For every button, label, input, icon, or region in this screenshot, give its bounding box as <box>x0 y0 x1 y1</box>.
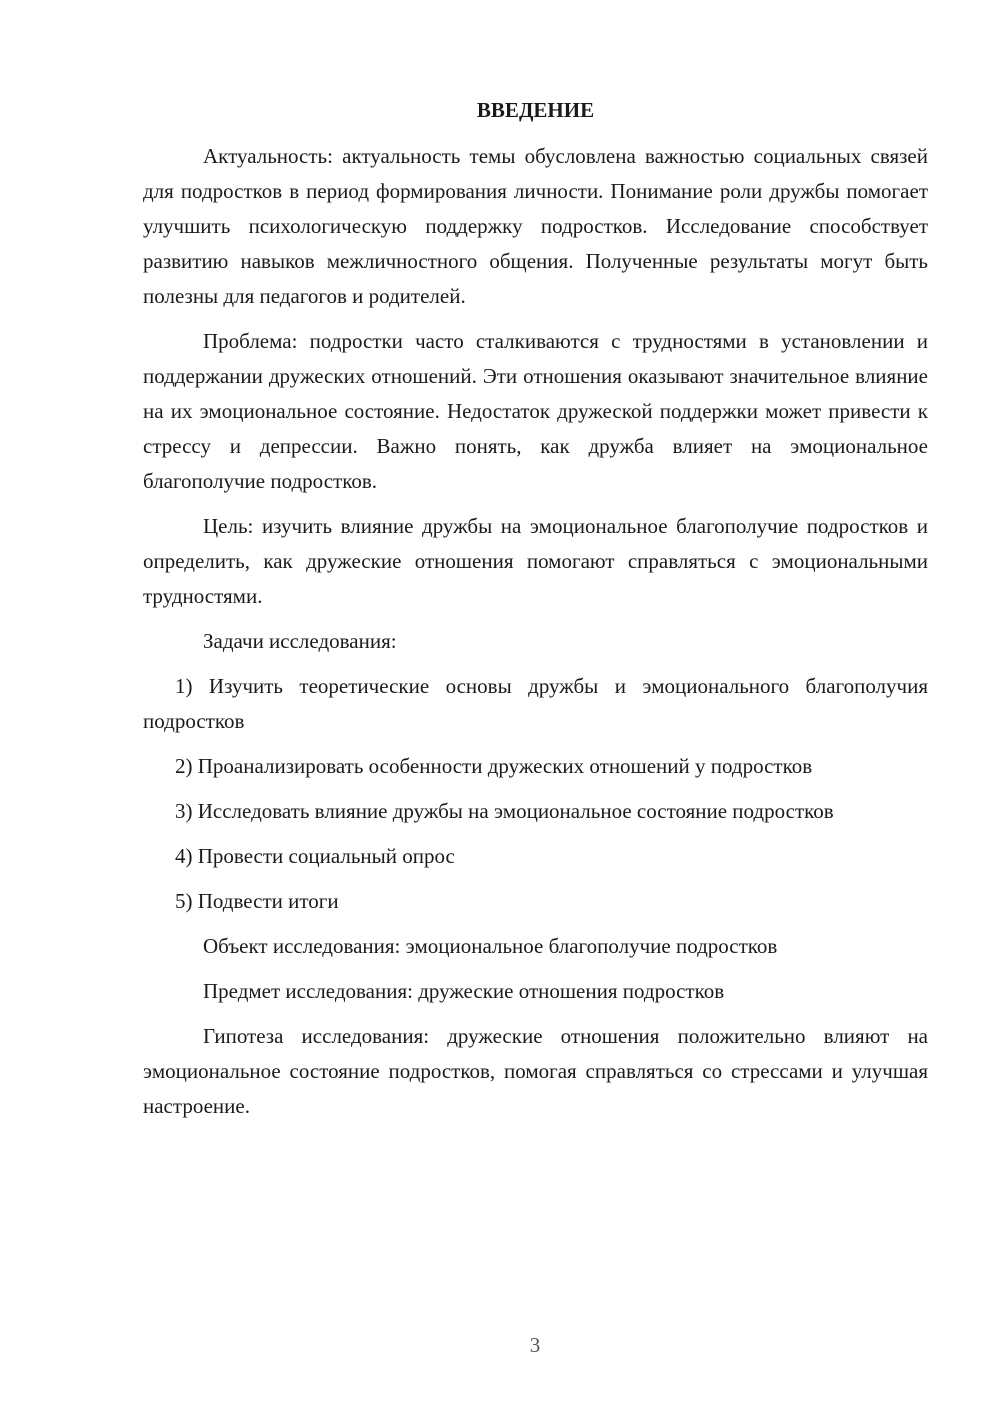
subject-line: Предмет исследования: дружеские отношения подростков <box>203 979 725 1003</box>
task-item: 3) Исследовать влияние дружбы на эмоциональное состояние подростков <box>175 799 834 823</box>
page-number: 3 <box>529 1333 541 1357</box>
task-item: 5) Подвести итоги <box>175 889 339 913</box>
relevance-paragraph: Актуальность: актуальность темы обусловлена важностью социальных связей для подростков в период формирования личности. Понимание роли дружбы помогает улучшить психологическую поддержку подростков. Исследование способствует развитию навыков межличностного общения. Полученные результаты могут быть полезны для педагогов и родителей. <box>143 144 928 308</box>
object-line: Объект исследования: эмоциональное благополучие подростков <box>203 934 778 958</box>
task-item: 2) Проанализировать особенности дружеских отношений у подростков <box>175 754 813 778</box>
page-title: ВВЕДЕНИЕ <box>476 98 595 122</box>
task-item: 4) Провести социальный опрос <box>175 844 455 868</box>
problem-paragraph: Проблема: подростки часто сталкиваются с трудностями в установлении и поддержании дружеских отношений. Эти отношения оказывают значительное влияние на их эмоциональное состояние. Недостаток дружеской поддержки может привести к стрессу и депрессии. Важно понять, как дружба влияет на эмоциональное благополучие подростков. <box>143 329 928 493</box>
hypothesis-paragraph: Гипотеза исследования: дружеские отношения положительно влияют на эмоциональное состояние подростков, помогая справляться со стрессами и улучшая настроение. <box>143 1024 928 1118</box>
tasks-heading: Задачи исследования: <box>203 629 397 653</box>
document-page <box>143 95 928 1134</box>
goal-paragraph: Цель: изучить влияние дружбы на эмоциональное благополучие подростков и определить, как дружеские отношения помогают справляться с эмоциональными трудностями. <box>143 514 928 608</box>
task-item: 1) Изучить теоретические основы дружбы и эмоционального благополучия подростков <box>143 674 928 733</box>
